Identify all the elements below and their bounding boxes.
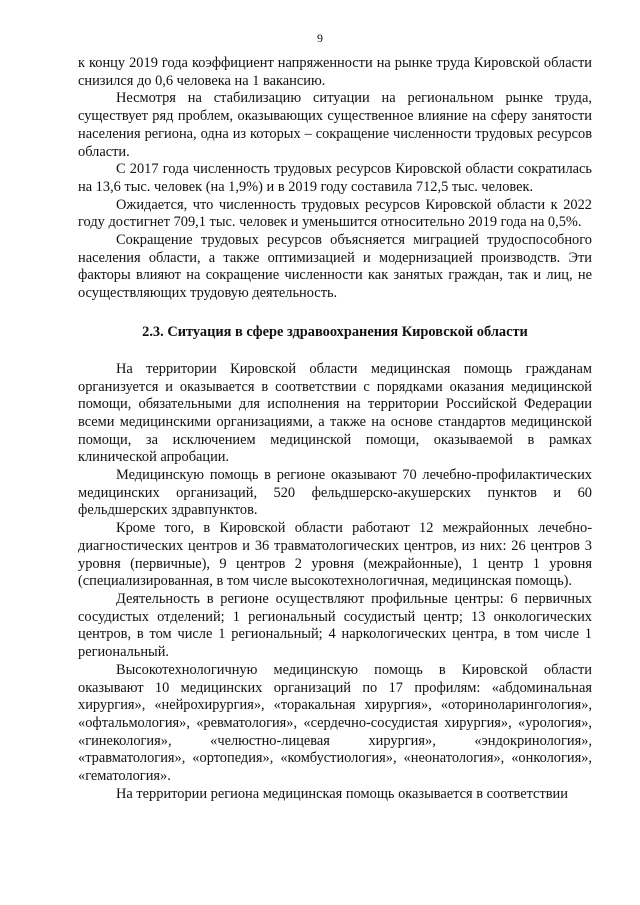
document-body xyxy=(78,55,592,803)
paragraph-diagnostic-centers: Кроме того, в Кировской области работают 12 межрайонных лечебно-диагностических центров и 36 травматологических центров, из них: 26 центров 3 уровня (первичные), 9 центров 2 уровня (межрайонные), 1 центр 1 уровня (специализированная, в том числе высокотехнологичная, медицинская помощь). xyxy=(78,520,592,590)
paragraph-labor-problems: Несмотря на стабилизацию ситуации на региональном рынке труда, существует ряд проблем, оказывающих существенное влияние на сферу занятости населения региона, одна из которых – сокращение численности трудовых ресурсов области. xyxy=(78,90,592,160)
paragraph-medical-care-organization: На территории Кировской области медицинская помощь гражданам организуется и оказывается в соответствии с порядками оказания медицинской помощи, обязательными для исполнения на территории Российской Федерации всеми медицинскими организациями, а также на основе стандартов медицинской помощи, за исключением медицинской помощи, оказываемой в рамках клинической апробации. xyxy=(78,360,592,466)
paragraph-labor-reasons: Сокращение трудовых ресурсов объясняется миграцией трудоспособного населения области, а также оптимизацией и модернизацией производств. Эти факторы влияют на сокращение численности как занятых граждан, так и лиц, не осуществляющих трудовую деятельность. xyxy=(78,232,592,302)
paragraph-continuation: На территории региона медицинская помощь оказывается в соответствии xyxy=(116,785,568,802)
page-number: 9 xyxy=(317,31,323,45)
paragraph-specialized-centers: Деятельность в регионе осуществляют профильные центры: 6 первичных сосудистых отделений; 1 региональный сосудистый центр; 13 онкологических центров, в том числе 1 региональный; 4 наркологических центра, в том числе 1 региональный. xyxy=(78,590,592,661)
paragraph-labor-ratio: к концу 2019 года коэффициент напряженности на рынке труда Кировской области снизился до 0,6 человека на 1 вакансию. xyxy=(78,55,592,89)
paragraph-labor-decline: С 2017 года численность трудовых ресурсов Кировской области сократилась на 13,6 тыс. человек (на 1,9%) и в 2019 году составила 712,5 тыс. человек. xyxy=(78,161,592,195)
paragraph-high-tech-care: Высокотехнологичную медицинскую помощь в Кировской области оказывают 10 медицинских организаций по 17 профилям: «абдоминальная хирургия», «нейрохирургия», «торакальная хирургия», «оториноларингология», «офтальмология», «ревматология», «сердечно-сосудистая хирургия», «урология», «гинекология», «челюстно-лицевая хирургия», «эндокринология», «травматология», «ортопедия», «комбустиология», «неонатология», «онкология», «гематология». xyxy=(78,661,592,785)
paragraph-medical-organizations-count: Медицинскую помощь в регионе оказывают 70 лечебно-профилактических медицинских организаций, 520 фельдшерско-акушерских пунктов и 60 фельдшерских здравпунктов. xyxy=(78,467,592,519)
paragraph-labor-forecast: Ожидается, что численность трудовых ресурсов Кировской области к 2022 году достигнет 709,1 тыс. человек и уменьшится относительно 2019 года на 0,5%. xyxy=(78,196,592,231)
section-heading-healthcare: 2.3. Ситуация в сфере здравоохранения Кировской области xyxy=(142,323,528,340)
